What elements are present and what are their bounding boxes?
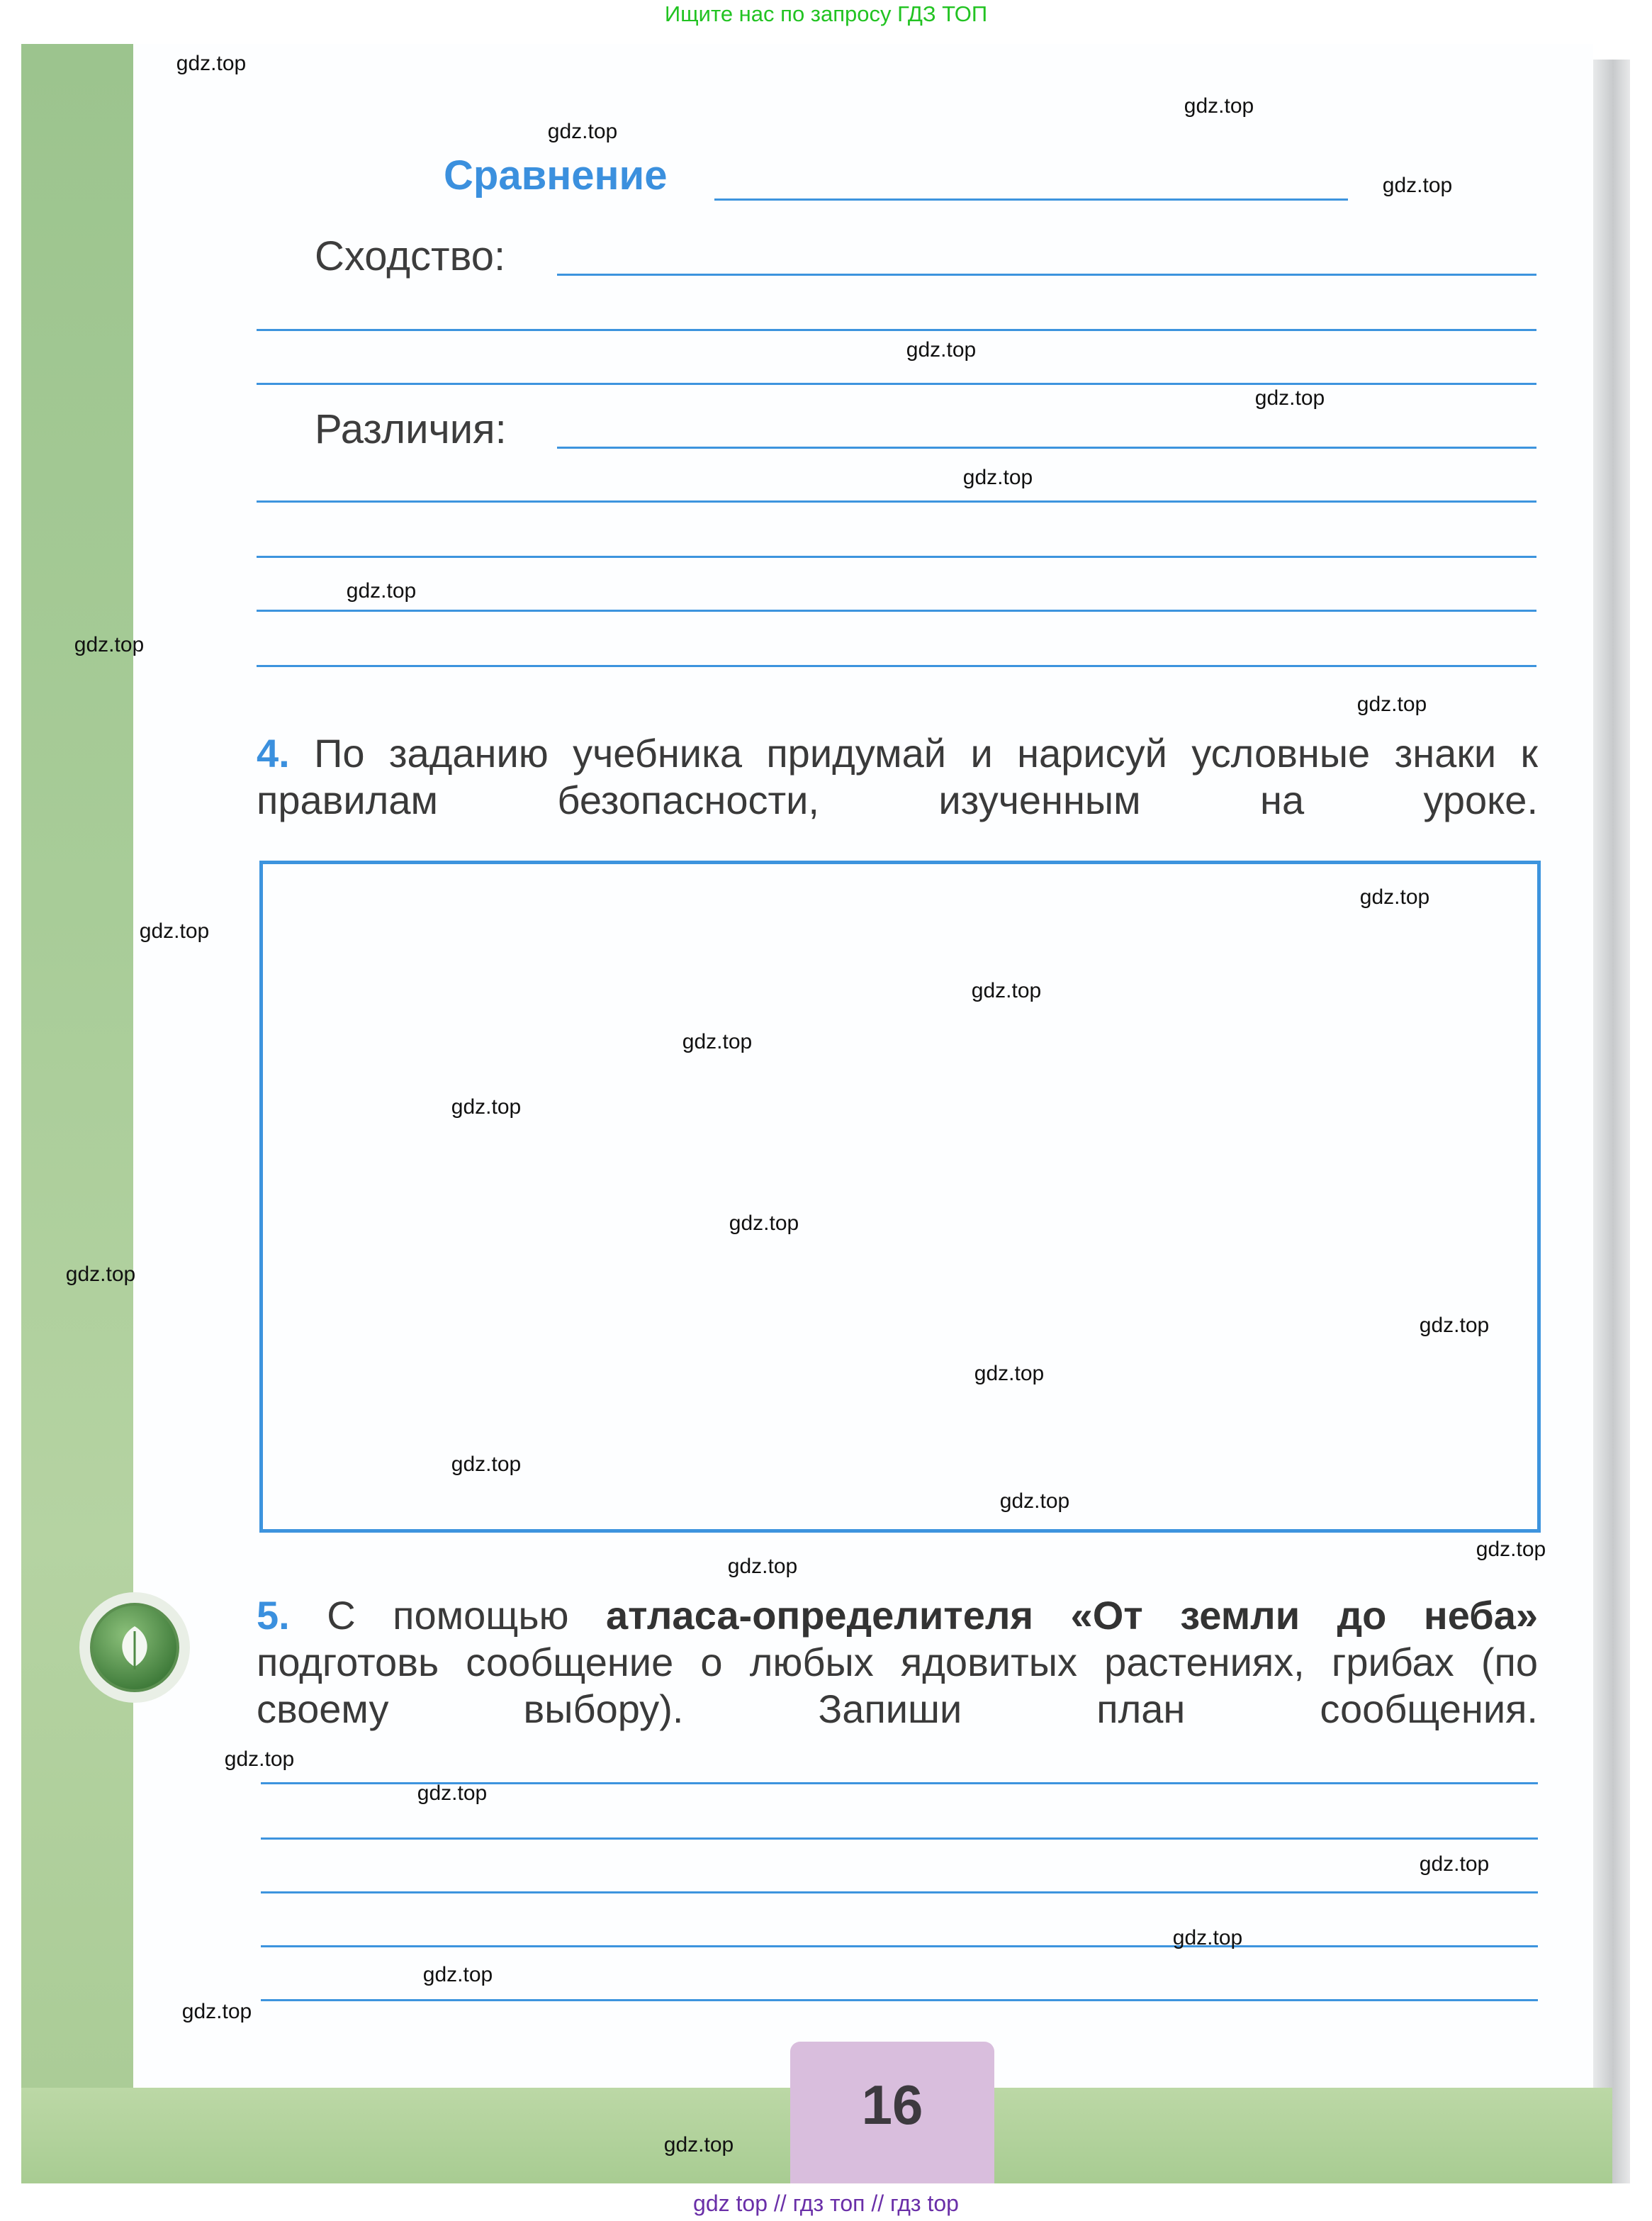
watermark: gdz.top — [451, 1095, 522, 1119]
task-text-bold: атласа-определителя «От земли до неба» — [606, 1593, 1538, 1638]
task-number: 5. — [257, 1593, 290, 1638]
watermark: gdz.top — [74, 633, 145, 656]
watermark: gdz.top — [971, 979, 1042, 1002]
task-text: По заданию учебника придумай и нарисуй условные знаки к правилам безопасности, изученным на уроке. — [257, 731, 1538, 822]
watermark: gdz.top — [727, 1555, 798, 1578]
left-green-margin — [21, 44, 136, 2182]
watermark: gdz.top — [663, 2133, 734, 2156]
watermark: gdz.top — [1359, 885, 1430, 909]
answer-line[interactable] — [714, 198, 1348, 201]
watermark: gdz.top — [451, 1453, 522, 1476]
answer-line[interactable] — [257, 383, 1536, 385]
watermark: gdz.top — [65, 1263, 136, 1286]
similarity-label: Сходство: — [315, 233, 506, 279]
section-title: Сравнение — [444, 152, 668, 198]
watermark: gdz.top — [1476, 1538, 1546, 1561]
answer-line[interactable] — [261, 1945, 1538, 1947]
watermark: gdz.top — [729, 1212, 799, 1235]
watermark: gdz.top — [1419, 1314, 1490, 1337]
page-number: 16 — [861, 2074, 923, 2136]
watermark: gdz.top — [974, 1362, 1045, 1385]
answer-line[interactable] — [257, 329, 1536, 331]
answer-line[interactable] — [257, 500, 1536, 503]
watermark: gdz.top — [962, 466, 1033, 489]
task-5 — [257, 1592, 1538, 1733]
task-text: подготовь сообщение о любых ядовитых растениях, грибах (по своему выбору). Запиши план сообщения. — [257, 1640, 1538, 1731]
watermark: gdz.top — [999, 1489, 1070, 1513]
watermark: gdz.top — [346, 579, 417, 603]
watermark: gdz.top — [1172, 1926, 1243, 1949]
watermark: gdz.top — [181, 2000, 252, 2023]
watermark: gdz.top — [1184, 94, 1254, 118]
answer-line[interactable] — [257, 556, 1536, 558]
answer-line[interactable] — [261, 1891, 1538, 1893]
watermark: gdz.top — [547, 120, 618, 143]
watermark: gdz.top — [1254, 386, 1325, 410]
search-banner[interactable]: Ищите нас по запросу ГДЗ ТОП — [664, 1, 988, 26]
watermark: gdz.top — [139, 919, 210, 943]
answer-line[interactable] — [261, 1999, 1538, 2001]
footer-links[interactable]: gdz top // гдз топ // гдз top — [693, 2191, 959, 2216]
watermark: gdz.top — [176, 52, 247, 75]
watermark: gdz.top — [1382, 174, 1453, 197]
task-text: С помощью — [327, 1593, 569, 1638]
watermark: gdz.top — [1356, 693, 1427, 716]
task-number: 4. — [257, 731, 290, 776]
page-number-tab — [790, 2042, 994, 2183]
leaf-icon — [79, 1592, 190, 1703]
differences-label: Различия: — [315, 406, 507, 452]
answer-line[interactable] — [257, 665, 1536, 667]
watermark: gdz.top — [906, 338, 977, 362]
watermark: gdz.top — [682, 1030, 753, 1053]
page-edge — [1588, 60, 1630, 2183]
watermark: gdz.top — [417, 1781, 488, 1805]
answer-line[interactable] — [261, 1837, 1538, 1840]
task-4 — [257, 730, 1538, 824]
drawing-box[interactable] — [259, 861, 1541, 1533]
watermark: gdz.top — [224, 1747, 295, 1771]
answer-line[interactable] — [257, 610, 1536, 612]
watermark: gdz.top — [1419, 1852, 1490, 1876]
answer-line[interactable] — [557, 274, 1536, 276]
watermark: gdz.top — [422, 1963, 493, 1986]
answer-line[interactable] — [557, 447, 1536, 449]
